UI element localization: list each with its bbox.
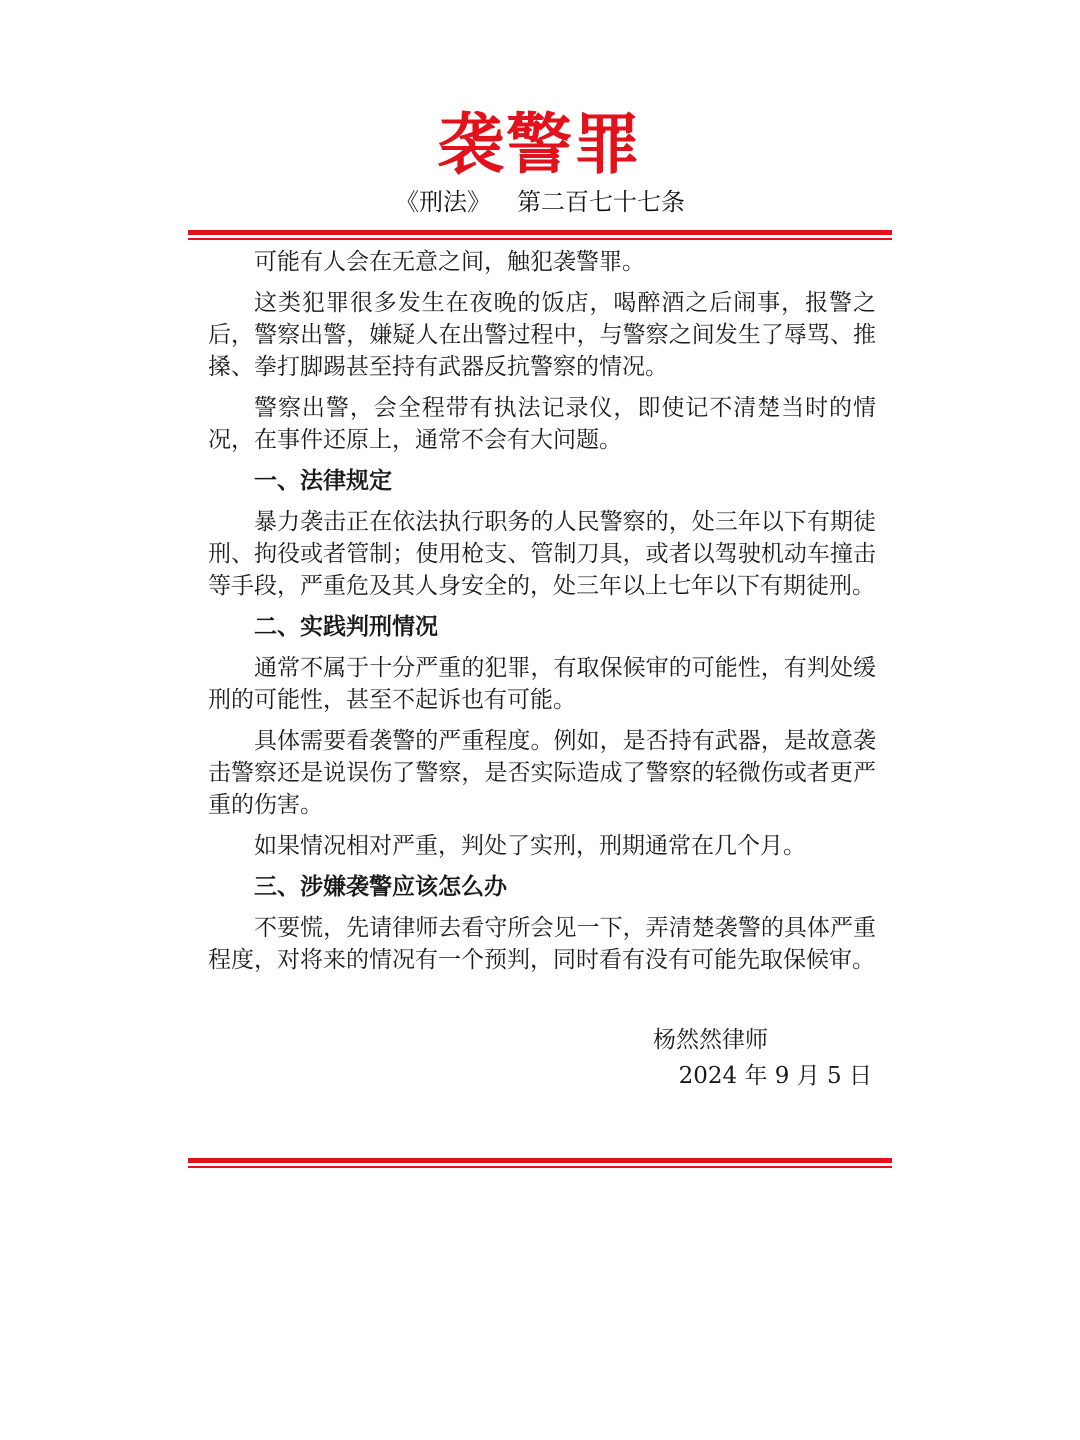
signature-date: 2024 年 9 月 5 日 xyxy=(678,1063,872,1089)
document-body xyxy=(208,246,876,985)
section-heading-sentencing-practice: 二、实践判刑情况 xyxy=(254,613,438,640)
top-double-rule xyxy=(188,230,892,242)
section-heading-legal-provisions: 一、法律规定 xyxy=(254,467,392,494)
body-paragraph: 警察出警，会全程带有执法记录仪，即使记不清楚当时的情况，在事件还原上，通常不会有大问题。 xyxy=(208,395,876,453)
bottom-rule-thick-line xyxy=(188,1158,892,1163)
top-rule-thin-line xyxy=(188,238,892,240)
body-paragraph: 这类犯罪很多发生在夜晚的饭店，喝醉酒之后闹事，报警之后，警察出警，嫌疑人在出警过程中，与警察之间发生了辱骂、推搡、拳打脚踢甚至持有武器反抗警察的情况。 xyxy=(208,290,876,380)
section-heading-what-to-do: 三、涉嫌袭警应该怎么办 xyxy=(254,873,507,900)
body-paragraph: 可能有人会在无意之间，触犯袭警罪。 xyxy=(254,249,645,275)
signature-block xyxy=(653,1022,872,1094)
signature-name: 杨然然律师 xyxy=(653,1027,768,1053)
document-title: 袭警罪 xyxy=(438,105,642,183)
bottom-double-rule xyxy=(188,1158,892,1170)
law-reference xyxy=(0,184,1080,220)
body-paragraph: 不要慌，先请律师去看守所会见一下，弄清楚袭警的具体严重程度，对将来的情况有一个预判，同时看有没有可能先取保候审。 xyxy=(208,915,876,973)
body-paragraph: 如果情况相对严重，判处了实刑，刑期通常在几个月。 xyxy=(254,833,806,859)
bottom-rule-thin-line xyxy=(188,1166,892,1168)
article-number: 第二百七十七条 xyxy=(517,188,685,216)
body-paragraph: 具体需要看袭警的严重程度。例如，是否持有武器，是故意袭击警察还是说误伤了警察，是否实际造成了警察的轻微伤或者更严重的伤害。 xyxy=(208,728,876,818)
law-name: 《刑法》 xyxy=(395,188,491,216)
top-rule-thick-line xyxy=(188,230,892,235)
body-paragraph: 通常不属于十分严重的犯罪，有取保候审的可能性，有判处缓刑的可能性，甚至不起诉也有可能。 xyxy=(208,655,876,713)
body-paragraph: 暴力袭击正在依法执行职务的人民警察的，处三年以下有期徒刑、拘役或者管制；使用枪支、管制刀具，或者以驾驶机动车撞击等手段，严重危及其人身安全的，处三年以上七年以下有期徒刑。 xyxy=(208,509,876,599)
